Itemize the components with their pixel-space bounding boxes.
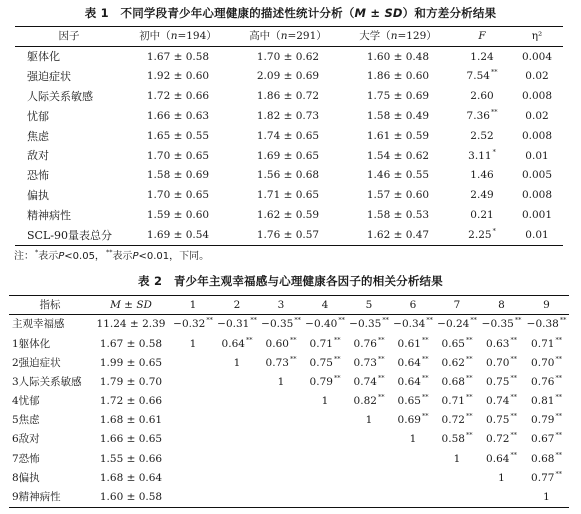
table1-caption: 表 1 不同学段青少年心理健康的描述性统计分析（M ± SD）和方差分析结果 (84, 6, 497, 20)
table1-junior-high-value: 1.92 ± 0.60 (146, 70, 210, 83)
table2-correlation-cell: 1 (409, 433, 417, 446)
table1-header-factor: 因子 (15, 27, 123, 47)
table2-row (9, 488, 569, 508)
table2-correlation-cell: −0.24** (437, 316, 477, 331)
table1-senior-high-value: 1.69 ± 0.65 (256, 149, 320, 162)
table1-note: 注：*表示P<0.05，**表示P<0.01，下同。 (14, 248, 210, 262)
table2-correlation-cell (215, 430, 259, 449)
table2-correlation-cell (435, 469, 479, 488)
table1-eta-squared-value: 0.004 (521, 50, 553, 63)
table2-row (9, 334, 569, 353)
table2-body (9, 315, 569, 508)
table2-correlation-cell (259, 411, 303, 430)
table1-header-f: F (453, 27, 511, 47)
table2-row-label: 1躯体化 (12, 337, 51, 350)
table2-msd-value: 1.67 ± 0.58 (99, 337, 163, 350)
significance-marker: ** (421, 393, 429, 402)
table2-row-label: 9精神病性 (12, 491, 61, 504)
table2-correlation-cell: 0.71** (309, 335, 341, 350)
table1-eta-squared-value: 0.005 (521, 169, 553, 182)
table2-correlation-cell (259, 430, 303, 449)
table2-header-msd: M ± SD (91, 296, 171, 315)
table2-correlation-cell: 0.70** (531, 354, 562, 369)
table1-eta-squared-value: 0.008 (521, 90, 553, 103)
table1-header-junior-high: 初中（n=194） (123, 27, 233, 47)
table2-correlation-cell (171, 469, 215, 488)
table2-msd-value: 1.66 ± 0.65 (99, 433, 163, 446)
table2-correlation-cell: 1 (233, 356, 241, 369)
table2-correlation-cell (391, 449, 435, 468)
table2-row (9, 392, 569, 411)
table2-correlation-cell (171, 449, 215, 468)
table1-university-value: 1.62 ± 0.47 (366, 228, 430, 241)
table1-f-value: 2.52 (470, 129, 494, 142)
significance-marker: ** (510, 412, 517, 421)
table1-junior-high-value: 1.66 ± 0.63 (146, 110, 210, 123)
table2-msd-value: 1.99 ± 0.65 (99, 356, 163, 369)
table2-msd-value: 1.72 ± 0.66 (99, 395, 163, 408)
table2-correlation-cell: 0.60** (265, 335, 297, 350)
table2-correlation-cell: 0.58** (441, 431, 473, 446)
table1-f-value: 7.36** (466, 108, 498, 123)
descriptive-statistics-table (15, 26, 563, 246)
table2-row-label: 3人际关系敏感 (12, 375, 82, 388)
table1-row (15, 186, 563, 206)
table1-row-label: 偏执 (27, 188, 49, 202)
table2-header-row (9, 296, 569, 315)
significance-marker: ** (382, 316, 389, 325)
table1-row (15, 205, 563, 225)
significance-marker: ** (426, 316, 433, 325)
significance-marker: ** (555, 354, 562, 363)
table2-correlation-cell: −0.40** (305, 316, 345, 331)
table2-correlation-cell: −0.38** (526, 316, 567, 331)
significance-marker: ** (377, 393, 385, 402)
table2-correlation-cell: 0.73** (265, 354, 297, 369)
table1-header-university: 大学（n=129） (343, 27, 453, 47)
table2-correlation-cell: 1 (365, 414, 373, 427)
significance-marker: ** (289, 335, 297, 344)
table1-f-value: 1.46 (470, 169, 494, 182)
table2-correlation-cell: 0.68** (531, 450, 562, 465)
table2-correlation-cell: 0.82** (353, 393, 385, 408)
significance-marker: ** (421, 412, 429, 421)
table2-correlation-cell: 0.65** (397, 393, 429, 408)
table2-correlation-cell: 1 (453, 452, 461, 465)
table1-f-value: 2.49 (470, 189, 494, 202)
table2-correlation-cell (215, 488, 259, 508)
table2-correlation-cell: 1 (543, 491, 550, 504)
correlation-table (9, 295, 569, 508)
significance-marker: ** (510, 450, 517, 459)
significance-marker: ** (465, 431, 473, 440)
significance-marker: ** (421, 354, 429, 363)
significance-marker: ** (555, 393, 562, 402)
table2-header-col-2: 2 (215, 296, 259, 315)
table2-correlation-cell: −0.32** (173, 316, 213, 331)
table2-header-col-5: 5 (347, 296, 391, 315)
table2-row (9, 430, 569, 449)
table1-eta-squared-value: 0.01 (525, 149, 549, 162)
significance-marker: ** (510, 431, 517, 440)
table1-row (15, 146, 563, 166)
table2-correlation-cell (259, 449, 303, 468)
table1-f-value: 2.25* (468, 226, 496, 241)
significance-marker: ** (465, 354, 473, 363)
significance-marker: ** (465, 393, 473, 402)
significance-marker: ** (465, 373, 473, 382)
significance-marker: ** (421, 373, 429, 382)
table2-row-label: 8偏执 (12, 471, 40, 484)
significance-marker: ** (510, 335, 517, 344)
table1-row (15, 87, 563, 107)
table1-junior-high-value: 1.70 ± 0.65 (146, 189, 210, 202)
significance-marker: ** (377, 373, 385, 382)
significance-marker: ** (510, 354, 517, 363)
table2-correlation-cell (347, 449, 391, 468)
significance-marker: ** (250, 316, 257, 325)
table2-correlation-cell (259, 392, 303, 411)
table2-correlation-cell: 0.62** (441, 354, 473, 369)
table1-senior-high-value: 1.86 ± 0.72 (256, 90, 320, 103)
table2-correlation-cell: 0.64** (397, 373, 429, 388)
significance-marker: ** (555, 431, 562, 440)
table2-correlation-cell: 0.79** (531, 412, 562, 427)
significance-marker: ** (206, 316, 213, 325)
significance-marker: ** (555, 469, 562, 478)
table2-correlation-cell (215, 392, 259, 411)
table1-university-value: 1.58 ± 0.53 (366, 209, 430, 222)
table2-header-col-3: 3 (259, 296, 303, 315)
table1-f-value: 0.21 (470, 209, 494, 222)
table1-body (15, 47, 563, 246)
significance-marker: ** (514, 316, 522, 325)
table2-msd-value: 1.60 ± 0.58 (99, 491, 163, 504)
table1-f-value: 1.24 (470, 50, 494, 63)
table1-eta-squared-value: 0.01 (525, 228, 549, 241)
table1-row (15, 47, 563, 67)
table1-university-value: 1.86 ± 0.60 (366, 70, 430, 83)
table2-correlation-cell: 0.76** (531, 373, 562, 388)
table2-row-label: 6敌对 (12, 433, 40, 446)
table2-correlation-cell (171, 430, 215, 449)
table2-correlation-cell: 0.64** (397, 354, 429, 369)
table1-eta-squared-value: 0.02 (525, 70, 549, 83)
table2-correlation-cell: 0.72** (441, 412, 473, 427)
table2-msd-value: 11.24 ± 2.39 (96, 318, 166, 331)
table2-correlation-cell (303, 430, 347, 449)
table1-header-eta-squared: η² (511, 27, 563, 47)
table1-university-value: 1.58 ± 0.49 (366, 110, 430, 123)
table2-correlation-cell: −0.35** (481, 316, 522, 331)
table2-correlation-cell: 1 (498, 471, 505, 484)
table1-row-label: 精神病性 (27, 208, 71, 222)
table1-eta-squared-value: 0.008 (521, 129, 553, 142)
table2-row-label: 2强迫症状 (12, 356, 61, 369)
significance-marker: ** (333, 335, 341, 344)
table2-correlation-cell (435, 488, 479, 508)
table1-f-value: 7.54** (466, 68, 498, 83)
significance-marker: ** (465, 412, 473, 421)
table2-correlation-cell (171, 373, 215, 392)
table1-row-label: 恐怖 (27, 169, 49, 183)
table1-university-value: 1.61 ± 0.59 (366, 129, 430, 142)
table2-correlation-cell: 0.75** (309, 354, 341, 369)
table2-row-label: 7恐怖 (12, 452, 40, 465)
table1-senior-high-value: 1.71 ± 0.65 (256, 189, 320, 202)
significance-marker: ** (465, 335, 473, 344)
table2-correlation-cell (347, 488, 391, 508)
table2-correlation-cell: −0.35** (349, 316, 389, 331)
significance-marker: ** (555, 450, 562, 459)
table2-correlation-cell: 0.71** (441, 393, 473, 408)
table1-senior-high-value: 1.62 ± 0.59 (256, 209, 320, 222)
significance-marker: ** (333, 373, 341, 382)
table1-university-value: 1.54 ± 0.62 (366, 149, 430, 162)
table1-row-label: 躯体化 (27, 50, 60, 64)
table1-eta-squared-value: 0.008 (521, 189, 553, 202)
table2-correlation-cell (303, 488, 347, 508)
table1-senior-high-value: 1.70 ± 0.62 (256, 50, 320, 63)
table1-university-value: 1.60 ± 0.48 (366, 50, 430, 63)
significance-marker: ** (377, 335, 385, 344)
table2-correlation-cell: 0.65** (441, 335, 473, 350)
significance-marker: ** (555, 335, 562, 344)
table2-correlation-cell (171, 353, 215, 372)
table1-senior-high-value: 1.82 ± 0.73 (256, 110, 320, 123)
significance-marker: ** (338, 316, 345, 325)
table2-header-col-6: 6 (391, 296, 435, 315)
table1-senior-high-value: 2.09 ± 0.69 (256, 70, 320, 83)
table1-row (15, 106, 563, 126)
table2-caption: 表 2 青少年主观幸福感与心理健康各因子的相关分析结果 (138, 274, 443, 288)
table2-header-col-4: 4 (303, 296, 347, 315)
table2-correlation-cell: 0.74** (486, 393, 517, 408)
table2-correlation-cell (391, 488, 435, 508)
table2-header-col-1: 1 (171, 296, 215, 315)
table2-correlation-cell (347, 430, 391, 449)
table2-row (9, 373, 569, 392)
significance-marker: ** (559, 316, 567, 325)
table2-correlation-cell (215, 411, 259, 430)
table1-row-label: 忧郁 (27, 109, 49, 123)
table1-senior-high-value: 1.56 ± 0.68 (256, 169, 320, 182)
table2-correlation-cell (259, 469, 303, 488)
table2-header-indicator: 指标 (9, 296, 91, 315)
table2-msd-value: 1.68 ± 0.64 (99, 471, 163, 484)
table1-row-label: 焦虑 (27, 129, 49, 143)
table2-correlation-cell: 0.76** (353, 335, 385, 350)
table2-row (9, 469, 569, 488)
table2-row-label: 4忧郁 (12, 395, 40, 408)
table2-correlation-cell: 0.69** (397, 412, 429, 427)
table2-correlation-cell: 0.73** (353, 354, 385, 369)
table1-row (15, 225, 563, 245)
table1-row-label: SCL-90量表总分 (27, 228, 112, 242)
table1-senior-high-value: 1.74 ± 0.65 (256, 129, 320, 142)
table1-row (15, 67, 563, 87)
table2-correlation-cell: 0.64** (486, 450, 517, 465)
table1-junior-high-value: 1.67 ± 0.58 (146, 50, 210, 63)
table2-correlation-cell: −0.34** (393, 316, 433, 331)
table1-junior-high-value: 1.58 ± 0.69 (146, 169, 210, 182)
table2-row (9, 411, 569, 430)
table2-row (9, 315, 569, 335)
table1-junior-high-value: 1.59 ± 0.60 (146, 209, 210, 222)
table2-header-col-7: 7 (435, 296, 479, 315)
table2-correlation-cell (171, 411, 215, 430)
significance-marker: ** (289, 354, 297, 363)
table2-correlation-cell (347, 469, 391, 488)
table2-msd-value: 1.68 ± 0.61 (99, 414, 163, 427)
table2-correlation-cell: 0.63** (486, 335, 517, 350)
table1-row-label: 强迫症状 (27, 70, 71, 84)
table1-university-value: 1.46 ± 0.55 (366, 169, 430, 182)
table2-correlation-cell: 1 (189, 337, 197, 350)
table2-correlation-cell: 0.79** (309, 373, 341, 388)
table2-correlation-cell: 0.77** (531, 469, 562, 484)
table2-correlation-cell: 1 (277, 375, 285, 388)
table1-row (15, 126, 563, 146)
significance-marker: ** (510, 393, 517, 402)
significance-marker: ** (421, 335, 429, 344)
table1-row (15, 166, 563, 186)
table2-correlation-cell (391, 469, 435, 488)
table2-correlation-cell (303, 449, 347, 468)
table2-correlation-cell (303, 411, 347, 430)
table2-correlation-cell: 0.75** (486, 373, 517, 388)
table1-junior-high-value: 1.69 ± 0.54 (146, 228, 210, 241)
table1-junior-high-value: 1.72 ± 0.66 (146, 90, 210, 103)
table2-correlation-cell (215, 469, 259, 488)
significance-marker: ** (490, 108, 498, 117)
significance-marker: ** (294, 316, 301, 325)
significance-marker: ** (555, 412, 562, 421)
table1-row-label: 人际关系敏感 (27, 89, 93, 103)
table2-correlation-cell (171, 488, 215, 508)
significance-marker: ** (333, 354, 341, 363)
table2-row (9, 449, 569, 468)
table2-correlation-cell (171, 392, 215, 411)
table2-correlation-cell: 0.67** (531, 431, 562, 446)
table2-correlation-cell (215, 449, 259, 468)
table1-university-value: 1.57 ± 0.60 (366, 189, 430, 202)
significance-marker: ** (245, 335, 253, 344)
table2-correlation-cell: −0.35** (261, 316, 301, 331)
table2-correlation-cell (303, 469, 347, 488)
table2-row (9, 353, 569, 372)
table2-correlation-cell: 0.75** (486, 412, 517, 427)
significance-marker: ** (377, 354, 385, 363)
table2-row-label: 主观幸福感 (12, 318, 65, 331)
table2-correlation-cell (215, 373, 259, 392)
table2-msd-value: 1.79 ± 0.70 (99, 375, 163, 388)
table1-header-senior-high: 高中（n=291） (233, 27, 343, 47)
table1-junior-high-value: 1.65 ± 0.55 (146, 129, 210, 142)
significance-marker: ** (555, 373, 562, 382)
significance-marker: * (492, 147, 496, 156)
significance-marker: ** (490, 68, 498, 77)
table1-eta-squared-value: 0.02 (525, 110, 549, 123)
table2-correlation-cell (259, 488, 303, 508)
table1-eta-squared-value: 0.001 (521, 209, 553, 222)
table1-university-value: 1.75 ± 0.69 (366, 90, 430, 103)
table2-correlation-cell: 0.72** (486, 431, 517, 446)
table2-correlation-cell: 0.70** (486, 354, 517, 369)
table2-correlation-cell: −0.31** (217, 316, 257, 331)
table2-correlation-cell: 0.68** (441, 373, 473, 388)
table1-header-row (15, 27, 563, 47)
table1-junior-high-value: 1.70 ± 0.65 (146, 149, 210, 162)
table1-row-label: 敌对 (27, 149, 49, 163)
significance-marker: ** (510, 373, 517, 382)
table2-correlation-cell: 0.61** (397, 335, 429, 350)
table1-senior-high-value: 1.76 ± 0.57 (256, 228, 320, 241)
table2-header-col-9: 9 (524, 296, 569, 315)
table2-correlation-cell: 0.81** (531, 393, 562, 408)
table2-row-label: 5焦虑 (12, 414, 40, 427)
table1-f-value: 3.11* (468, 147, 496, 162)
table1-f-value: 2.60 (470, 90, 494, 103)
table2-header-col-8: 8 (479, 296, 524, 315)
table2-msd-value: 1.55 ± 0.66 (99, 452, 163, 465)
table2-correlation-cell (479, 488, 524, 508)
table2-correlation-cell: 0.64** (221, 335, 253, 350)
significance-marker: ** (470, 316, 477, 325)
table2-correlation-cell: 1 (321, 395, 329, 408)
table2-correlation-cell: 0.74** (353, 373, 385, 388)
significance-marker: * (492, 226, 496, 235)
table2-correlation-cell: 0.71** (531, 335, 562, 350)
